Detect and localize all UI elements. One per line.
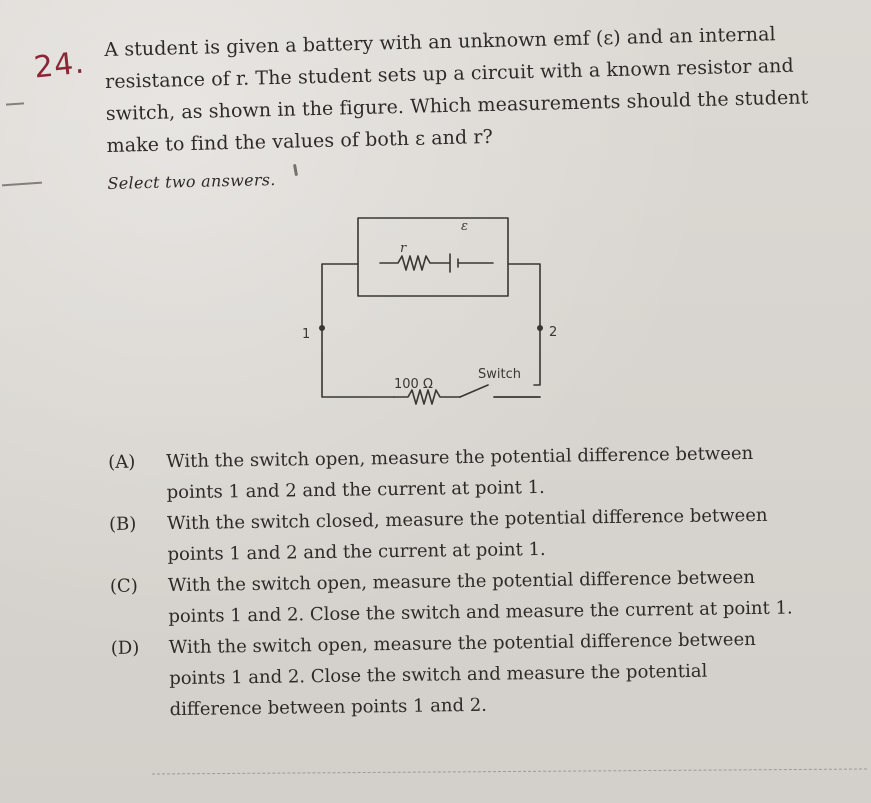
point-1-marker xyxy=(319,325,325,331)
margin-mark xyxy=(6,102,24,105)
answer-choice-d xyxy=(111,623,802,726)
battery-enclosure xyxy=(358,218,508,296)
choice-label: (A) xyxy=(108,451,136,473)
choice-label: (D) xyxy=(110,637,140,659)
question-block xyxy=(104,17,813,200)
choice-text: With the switch open, measure the potential difference between points 1 and 2 and the current at point 1. xyxy=(166,442,754,504)
choice-label: (C) xyxy=(109,575,138,597)
point-1-label: 1 xyxy=(302,327,311,342)
margin-mark xyxy=(2,182,42,187)
internal-resistor xyxy=(380,256,450,270)
answer-choice-b xyxy=(109,499,800,571)
answer-choice-a xyxy=(108,437,799,509)
circuit-diagram xyxy=(302,210,560,420)
question-prompt: A student is given a battery with an unknown emf (ε) and an internal resistance of r. The student sets up a circuit with a known resistor and switch, as shown in the figure. Which measurements should the student make to find the values of both ε and r? xyxy=(104,23,809,157)
switch-label: Switch xyxy=(478,367,521,382)
switch-symbol xyxy=(460,385,540,397)
answer-choice-c xyxy=(110,561,801,633)
select-instruction: Select two answers. xyxy=(107,169,276,193)
internal-resistance-label: r xyxy=(400,241,407,256)
choice-text: With the switch closed, measure the potential difference between points 1 and 2 and the current at point 1. xyxy=(166,504,768,566)
choice-text: With the switch open, measure the potential difference between points 1 and 2. Close the switch and measure the potential difference between points 1 and 2. xyxy=(168,628,756,721)
question-number: 24. xyxy=(32,45,87,86)
answer-choices xyxy=(108,437,802,726)
battery-cell xyxy=(450,254,493,272)
page-bottom-rule xyxy=(152,769,867,776)
emf-label: ε xyxy=(461,219,468,234)
external-resistor xyxy=(394,390,460,404)
resistor-label: 100 Ω xyxy=(394,377,433,392)
point-2-marker xyxy=(537,325,543,331)
choice-text: With the switch open, measure the potential difference between points 1 and 2. Close the switch and measure the current at point 1. xyxy=(167,566,793,628)
choice-label: (B) xyxy=(108,513,137,535)
point-2-label: 2 xyxy=(549,325,558,340)
